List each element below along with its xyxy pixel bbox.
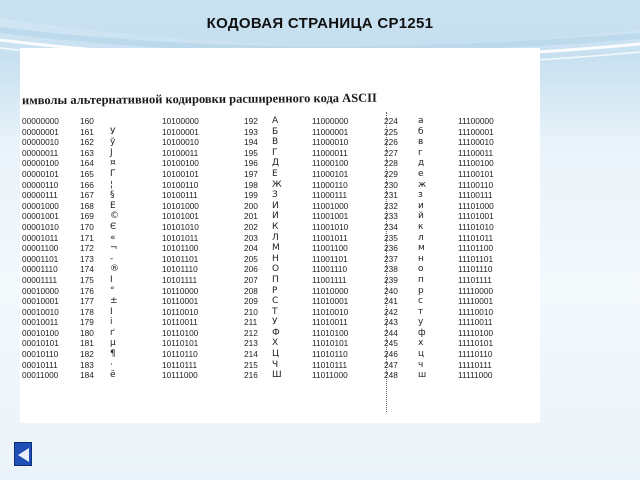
table-cell: 242 <box>384 306 398 317</box>
table-cell: 11110100 <box>458 327 494 338</box>
table-cell: 11010110 <box>312 349 348 360</box>
table-row <box>20 211 540 222</box>
table-cell: 10100110 <box>162 179 199 190</box>
table-cell: 00000000 <box>22 116 59 126</box>
table-cell: 11100010 <box>458 137 494 148</box>
table-cell: 11111000 <box>458 370 493 381</box>
table-cell: М <box>272 243 280 254</box>
table-cell: і <box>110 317 113 328</box>
table-cell: 243 <box>384 317 398 328</box>
table-cell: 10100010 <box>162 137 199 148</box>
table-cell: ± <box>110 296 118 307</box>
table-cell: 203 <box>244 232 258 243</box>
table-cell: 10101000 <box>162 200 199 211</box>
table-cell: · <box>110 359 113 370</box>
table-cell: µ <box>110 338 116 349</box>
table-cell: 244 <box>384 327 398 338</box>
table-cell: 184 <box>80 370 94 381</box>
table-cell: 11010011 <box>312 317 348 328</box>
table-cell: 11101100 <box>458 243 494 254</box>
table-cell: 206 <box>244 264 258 275</box>
table-cell: 00001011 <box>22 232 59 243</box>
table-cell: 10100100 <box>162 158 199 169</box>
table-cell: 212 <box>244 327 258 338</box>
table-cell: 10110001 <box>162 296 199 307</box>
table-row <box>20 360 540 371</box>
table-cell: 232 <box>384 200 398 211</box>
triangle-left-icon <box>15 443 33 467</box>
table-cell: 163 <box>80 147 94 158</box>
table-cell: 10110111 <box>162 359 198 370</box>
table-cell: 11100101 <box>458 168 494 179</box>
table-cell: 00001010 <box>22 221 59 232</box>
table-cell: 180 <box>80 327 94 338</box>
table-cell: Р <box>272 285 278 296</box>
table-cell: 201 <box>244 211 258 222</box>
table-cell: 00001100 <box>22 243 59 254</box>
table-cell: к <box>418 221 424 232</box>
table-cell: 176 <box>80 285 94 296</box>
table-cell: 205 <box>244 253 258 264</box>
table-row <box>20 137 540 148</box>
table-cell: т <box>418 306 424 317</box>
table-cell: 11000100 <box>312 158 349 169</box>
table-cell: 183 <box>80 359 94 370</box>
table-cell: 10111000 <box>162 370 198 381</box>
table-cell: н <box>418 253 424 264</box>
table-cell: В <box>272 137 279 148</box>
table-cell: 247 <box>384 359 398 370</box>
table-cell: 11101000 <box>458 200 494 211</box>
table-cell: 10100000 <box>162 116 199 126</box>
table-cell: 229 <box>384 168 398 179</box>
table-cell: ф <box>418 327 426 338</box>
table-cell: Ј <box>110 147 113 158</box>
table-cell: 197 <box>244 168 258 179</box>
table-cell: 11010111 <box>312 359 348 370</box>
table-cell: у <box>418 317 424 328</box>
table-row <box>20 264 540 275</box>
table-cell: 11001111 <box>312 274 347 285</box>
table-cell: 11010100 <box>312 327 349 338</box>
table-cell: 11100111 <box>458 190 493 201</box>
table-cell: § <box>110 190 115 201</box>
table-cell <box>108 116 160 127</box>
table-cell: 11101010 <box>458 221 494 232</box>
table-cell: 161 <box>80 126 94 137</box>
table-cell: Л <box>272 232 279 243</box>
table-cell: І <box>110 306 113 317</box>
table-cell: й <box>418 211 424 222</box>
table-cell: 170 <box>80 221 94 232</box>
table-cell: 178 <box>80 306 94 317</box>
table-cell: Ї <box>110 274 113 285</box>
table-cell: 214 <box>244 349 258 360</box>
table-cell: и <box>418 200 424 211</box>
table-cell: 200 <box>244 200 258 211</box>
table-cell: 10100111 <box>162 190 198 201</box>
table-cell: 10110000 <box>162 285 199 296</box>
table-cell: Т <box>272 306 278 317</box>
table-cell: 230 <box>384 179 398 190</box>
table-cell: 00000001 <box>22 126 59 137</box>
table-cell: Ё <box>110 200 116 211</box>
table-cell: 199 <box>244 190 258 201</box>
table-cell: Ц <box>272 349 279 360</box>
table-cell: м <box>418 243 425 254</box>
table-cell: 231 <box>384 190 398 201</box>
table-cell: 246 <box>384 349 398 360</box>
table-row <box>20 243 540 254</box>
table-cell: з <box>418 190 423 201</box>
table-cell: 195 <box>244 147 258 158</box>
table-cell: 11101110 <box>458 264 493 275</box>
table-cell: 241 <box>384 296 398 307</box>
table-cell: 216 <box>244 370 258 381</box>
table-cell: 00000011 <box>22 147 59 158</box>
table-cell: ц <box>418 349 425 360</box>
table-row <box>20 201 540 212</box>
table-cell: 215 <box>244 359 258 370</box>
table-cell: 248 <box>384 370 398 381</box>
table-cell: Й <box>272 211 279 222</box>
table-cell: 11101101 <box>458 253 494 264</box>
table-cell: 238 <box>384 264 398 275</box>
table-cell: в <box>418 137 424 148</box>
table-cell: 226 <box>384 137 398 148</box>
table-cell: 228 <box>384 158 398 169</box>
table-cell: 00001110 <box>22 264 58 275</box>
table-row <box>20 275 540 286</box>
table-cell: - <box>110 253 114 264</box>
table-cell: 00001001 <box>22 211 59 222</box>
table-cell: 00010000 <box>22 285 59 296</box>
table-cell: 11101011 <box>458 232 494 243</box>
table-cell: 11010101 <box>312 338 349 349</box>
table-cell: 10101011 <box>162 232 199 243</box>
table-row <box>20 307 540 318</box>
table-cell: Ш <box>272 370 282 381</box>
table-row <box>20 296 540 307</box>
table-cell: 224 <box>384 116 398 126</box>
table-cell: 11000001 <box>312 126 349 137</box>
table-cell: 11110111 <box>458 359 492 370</box>
table-cell: 164 <box>80 158 94 169</box>
table-cell: 181 <box>80 338 94 349</box>
table-cell: С <box>272 296 279 307</box>
table-cell: 11001001 <box>312 211 349 222</box>
table-cell: 11001011 <box>312 232 348 243</box>
table-cell: 174 <box>80 264 94 275</box>
table-cell: 162 <box>80 137 94 148</box>
table-row <box>20 286 540 297</box>
table-row <box>20 127 540 138</box>
table-cell: 00000101 <box>22 168 59 179</box>
table-cell: л <box>418 232 424 243</box>
table-cell: 168 <box>80 200 94 211</box>
document-heading: имволы альтернативной кодировки расширенного кода ASCII <box>21 90 377 108</box>
table-cell: 11001110 <box>312 264 348 275</box>
table-cell: 00000010 <box>22 137 59 148</box>
table-row <box>20 338 540 349</box>
table-cell: Б <box>272 126 279 137</box>
table-cell: ж <box>418 179 427 190</box>
table-cell: Ж <box>272 179 282 190</box>
table-row <box>20 180 540 191</box>
table-cell: 11000010 <box>312 137 349 148</box>
table-cell: п <box>418 274 424 285</box>
table-cell: 00001111 <box>22 274 58 285</box>
table-cell: 11101111 <box>458 274 492 285</box>
table-cell: 236 <box>384 243 398 254</box>
table-cell: х <box>418 338 424 349</box>
table-cell: 10101010 <box>162 221 199 232</box>
table-row <box>20 254 540 265</box>
table-cell: 171 <box>80 232 94 243</box>
table-cell: 193 <box>244 126 258 137</box>
table-cell: 235 <box>384 232 398 243</box>
table-cell: 10110110 <box>162 349 198 360</box>
table-cell: ґ <box>110 327 115 338</box>
table-cell: ё <box>110 370 116 381</box>
table-cell: 182 <box>80 349 94 360</box>
table-cell: 00001000 <box>22 200 59 211</box>
table-cell: ¬ <box>110 243 118 254</box>
table-row <box>20 148 540 159</box>
table-cell: 00010010 <box>22 306 59 317</box>
table-cell: 11001101 <box>312 253 348 264</box>
table-cell: Е <box>272 168 278 179</box>
table-row <box>20 222 540 233</box>
table-cell: У <box>272 317 278 328</box>
table-cell: 175 <box>80 274 94 285</box>
table-cell: 11010001 <box>312 296 349 307</box>
table-cell: 167 <box>80 190 94 201</box>
table-cell: 11000101 <box>312 168 349 179</box>
table-cell: Ў <box>110 126 116 137</box>
table-cell: 11010010 <box>312 306 349 317</box>
table-cell: 00010111 <box>22 359 58 370</box>
table-cell: Є <box>110 221 117 232</box>
table-cell: 00011000 <box>22 370 59 381</box>
table-cell: 172 <box>80 243 94 254</box>
table-cell: 11101001 <box>458 211 494 222</box>
table-row <box>20 349 540 360</box>
table-cell: 209 <box>244 296 258 307</box>
table-cell: 10110010 <box>162 306 199 317</box>
table-cell: П <box>272 274 279 285</box>
table-cell: Г <box>272 147 278 158</box>
table-row <box>20 190 540 201</box>
table-cell: 00010110 <box>22 349 59 360</box>
table-cell: 179 <box>80 317 94 328</box>
table-cell: ¶ <box>110 349 116 360</box>
table-cell: 160 <box>80 116 94 126</box>
code-table <box>20 116 540 381</box>
table-cell: 11110011 <box>458 317 493 328</box>
table-cell: 204 <box>244 243 258 254</box>
table-cell: Д <box>272 158 280 169</box>
table-row <box>20 370 540 381</box>
table-cell: ° <box>110 285 115 296</box>
table-cell: 210 <box>244 306 258 317</box>
table-cell: Х <box>272 338 279 349</box>
table-cell: 227 <box>384 147 398 158</box>
table-cell: ® <box>110 264 119 275</box>
table-cell: 194 <box>244 137 258 148</box>
table-cell: 00000110 <box>22 179 59 190</box>
table-cell: 234 <box>384 221 398 232</box>
table-cell: « <box>110 232 116 243</box>
table-cell: д <box>418 158 425 169</box>
table-cell: Н <box>272 253 279 264</box>
table-cell: 173 <box>80 253 94 264</box>
table-cell: 11110010 <box>458 306 494 317</box>
slide-title: КОДОВАЯ СТРАНИЦА CP1251 <box>206 15 434 32</box>
table-cell: 00001101 <box>22 253 59 264</box>
table-cell: 211 <box>244 317 258 328</box>
table-cell: 177 <box>80 296 94 307</box>
table-cell: ч <box>418 359 424 370</box>
table-cell: 00010101 <box>22 338 59 349</box>
table-cell: ¤ <box>110 158 116 169</box>
table-cell: ш <box>418 370 427 381</box>
table-cell: р <box>418 285 424 296</box>
table-cell: 00000100 <box>22 158 59 169</box>
table-cell: З <box>272 190 278 201</box>
table-cell: 00010011 <box>22 317 59 328</box>
table-cell: 207 <box>244 274 258 285</box>
table-cell: 169 <box>80 211 94 222</box>
table-cell: К <box>272 221 279 232</box>
table-cell: 166 <box>80 179 94 190</box>
table-cell: 198 <box>244 179 258 190</box>
table-cell: 11000000 <box>312 116 349 126</box>
table-cell: © <box>110 211 119 222</box>
table-cell: 11100100 <box>458 158 494 169</box>
table-cell: 202 <box>244 221 258 232</box>
table-row <box>20 328 540 339</box>
table-cell: Ч <box>272 359 279 370</box>
table-cell: 10110011 <box>162 317 198 328</box>
nav-back-button[interactable] <box>14 442 32 466</box>
table-cell: е <box>418 168 424 179</box>
table-row <box>20 169 540 180</box>
table-row <box>20 116 540 127</box>
table-cell: 00010100 <box>22 327 59 338</box>
table-cell: 11110000 <box>458 285 494 296</box>
table-cell: Ґ <box>110 168 116 179</box>
table-cell: 11100001 <box>458 126 494 137</box>
table-cell: 11001010 <box>312 221 349 232</box>
table-cell: 245 <box>384 338 398 349</box>
table-cell: 225 <box>384 126 398 137</box>
table-cell: 196 <box>244 158 258 169</box>
table-cell: 11000011 <box>312 147 348 158</box>
table-cell: Ф <box>272 327 280 338</box>
table-cell: 11000110 <box>312 179 348 190</box>
table-cell: 239 <box>384 274 398 285</box>
table-cell: 10110101 <box>162 338 199 349</box>
table-cell: 11001100 <box>312 243 348 254</box>
table-cell: с <box>418 296 423 307</box>
table-cell: 10110100 <box>162 327 199 338</box>
table-cell: 11100011 <box>458 147 494 158</box>
table-cell: ¦ <box>110 179 114 190</box>
table-cell: 11100110 <box>458 179 494 190</box>
table-cell: 00000111 <box>22 190 58 201</box>
table-cell: 10101111 <box>162 274 198 285</box>
table-cell: ў <box>110 137 116 148</box>
table-row <box>20 317 540 328</box>
table-cell: 11011000 <box>312 370 348 381</box>
scanned-document <box>20 48 540 423</box>
table-row <box>20 233 540 244</box>
table-cell: 10100101 <box>162 168 199 179</box>
table-cell: 208 <box>244 285 258 296</box>
table-cell: 165 <box>80 168 94 179</box>
table-cell: 10101110 <box>162 264 198 275</box>
table-cell: 00010001 <box>22 296 59 307</box>
table-cell: 11000111 <box>312 190 348 201</box>
table-cell: 10101100 <box>162 243 199 254</box>
table-cell: 11100000 <box>458 116 494 126</box>
table-cell: а <box>418 116 424 126</box>
table-cell: 11110110 <box>458 349 493 360</box>
table-cell: 11110001 <box>458 296 494 307</box>
table-cell: г <box>418 147 423 158</box>
table-row <box>20 158 540 169</box>
table-cell: 10100011 <box>162 147 199 158</box>
table-cell: б <box>418 126 424 137</box>
table-cell: 11001000 <box>312 200 349 211</box>
table-cell: А <box>272 116 279 126</box>
table-cell: 10100001 <box>162 126 199 137</box>
table-cell: 192 <box>244 116 258 126</box>
table-cell: О <box>272 264 280 275</box>
table-cell: 11010000 <box>312 285 349 296</box>
table-cell: 233 <box>384 211 398 222</box>
table-cell: 10101001 <box>162 211 199 222</box>
table-cell: о <box>418 264 424 275</box>
table-cell: 213 <box>244 338 258 349</box>
table-cell: 11110101 <box>458 338 494 349</box>
table-cell: 240 <box>384 285 398 296</box>
table-cell: 237 <box>384 253 398 264</box>
table-cell: И <box>272 200 279 211</box>
table-cell: 10101101 <box>162 253 199 264</box>
